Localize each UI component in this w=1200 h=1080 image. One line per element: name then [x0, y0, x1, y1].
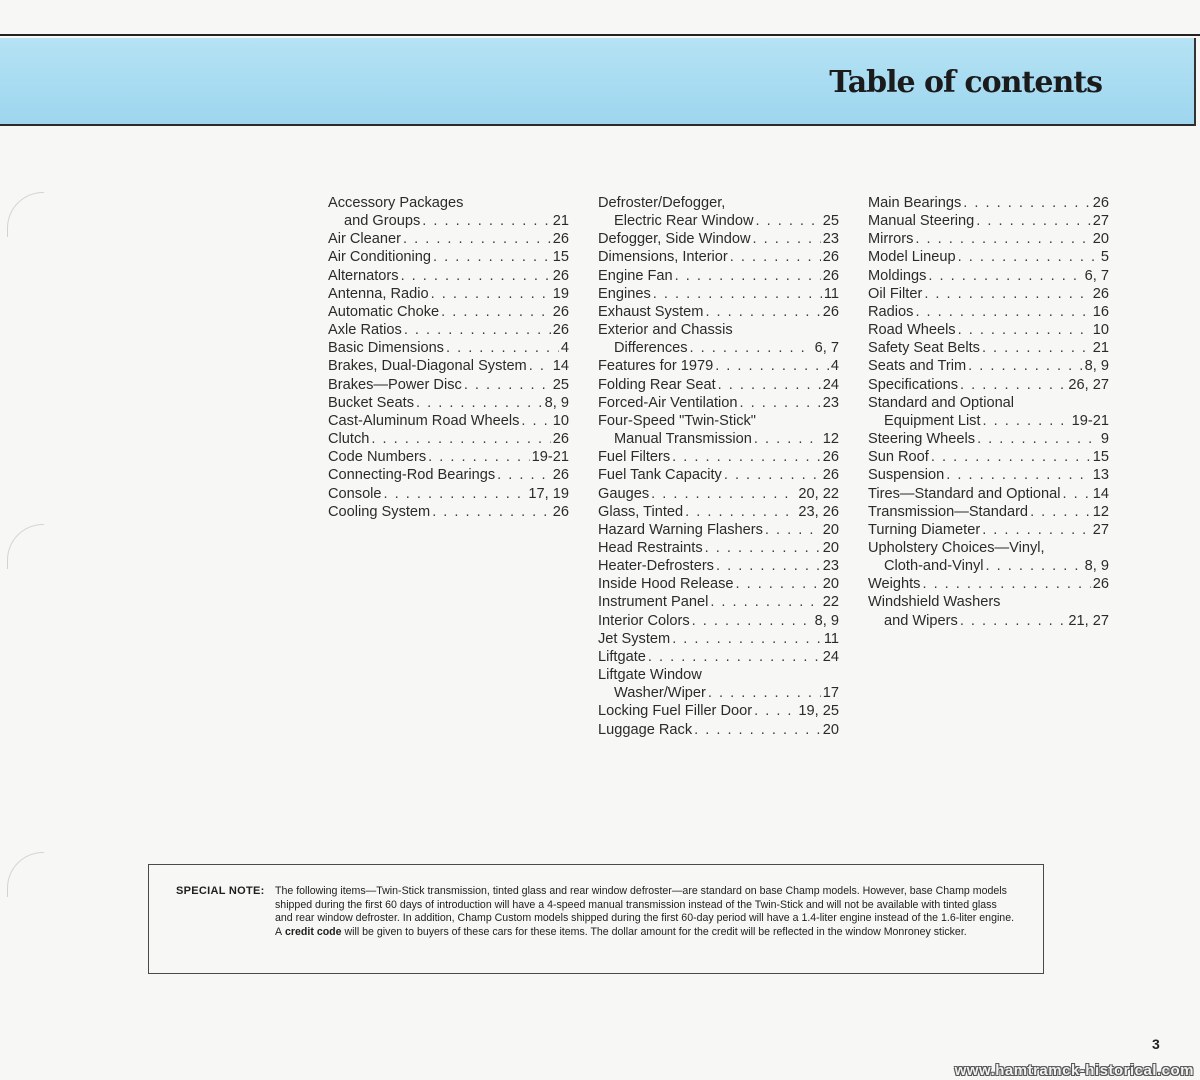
toc-entry-pages: 27: [1092, 213, 1109, 230]
toc-entry-pages: 4: [560, 340, 569, 357]
dot-leader: [915, 303, 1090, 321]
toc-entry-pages: 16: [1092, 303, 1109, 320]
toc-entry-label: Specifications: [868, 376, 959, 393]
toc-entry-pages: 26: [1092, 195, 1109, 211]
dot-leader: [422, 212, 551, 230]
toc-entry-label: Fuel Filters: [598, 449, 671, 466]
toc-entry: [598, 339, 839, 357]
dot-leader: [675, 267, 821, 285]
toc-entry: [328, 285, 569, 303]
toc-entry-label: Safety Seat Belts: [868, 340, 980, 357]
toc-entry-pages: 23, 26: [798, 503, 839, 520]
toc-entry: [598, 648, 839, 666]
toc-column-2: [598, 194, 839, 739]
dot-leader: [428, 448, 530, 466]
toc-entry: [598, 267, 839, 285]
toc-entry-pages: 4: [830, 358, 839, 375]
toc-entry-pages: 26: [552, 303, 569, 320]
toc-entry-pages: 20: [822, 721, 839, 738]
toc-entry: [598, 321, 839, 339]
toc-entry-label: Cloth-and-Vinyl: [884, 558, 984, 575]
toc-entry-pages: 26: [1092, 285, 1109, 302]
dot-leader: [982, 339, 1091, 357]
toc-entry-pages: 10: [552, 412, 569, 429]
toc-entry-label: Console: [328, 485, 382, 502]
toc-entry: [598, 430, 839, 448]
toc-entry-pages: 12: [1092, 503, 1109, 520]
dot-leader: [976, 212, 1090, 230]
dot-leader: [653, 285, 822, 303]
dot-leader: [446, 339, 559, 357]
dot-leader: [694, 721, 821, 739]
dot-leader: [1030, 503, 1091, 521]
toc-entry-pages: 20: [822, 521, 839, 538]
toc-entry-pages: 26: [552, 267, 569, 284]
toc-entry-pages: 20: [1092, 231, 1109, 248]
dot-leader: [432, 503, 551, 521]
dot-leader: [705, 539, 821, 557]
toc-entry-label: Model Lineup: [868, 249, 956, 266]
toc-entry-label: Air Conditioning: [328, 249, 432, 266]
dot-leader: [765, 521, 821, 539]
toc-entry: [868, 539, 1109, 557]
dot-leader: [924, 285, 1090, 303]
dot-leader: [986, 557, 1083, 575]
header-banner: [0, 38, 1194, 126]
toc-entry: [868, 485, 1109, 503]
note-text-after: will be given to buyers of these cars for these items. The dollar amount for the credit will be reflected in the window Monroney sticker.: [344, 925, 967, 938]
toc-entry-pages: 26: [552, 467, 569, 484]
dot-leader: [464, 376, 551, 394]
toc-entry-label: Cooling System: [328, 503, 431, 520]
dot-leader: [401, 267, 551, 285]
toc-entry-pages: 26: [822, 467, 839, 484]
dot-leader: [958, 321, 1091, 339]
dot-leader: [740, 394, 821, 412]
dot-leader: [715, 357, 829, 375]
toc-entry-label: Luggage Rack: [598, 721, 693, 738]
toc-entry-label: Oil Filter: [868, 285, 923, 302]
toc-entry-label: and Wipers: [884, 612, 958, 629]
toc-entry: [868, 575, 1109, 593]
dot-leader: [931, 448, 1091, 466]
toc-entry: [868, 376, 1109, 394]
toc-entry-pages: 8, 9: [814, 612, 839, 629]
page-title: Table of contents: [829, 65, 1102, 100]
toc-entry-pages: 8, 9: [1084, 558, 1109, 575]
binder-hole-icon: [7, 192, 44, 237]
toc-entry-label: Seats and Trim: [868, 358, 967, 375]
dot-leader: [371, 430, 550, 448]
toc-entry: [868, 448, 1109, 466]
toc-entry-label: Cast-Aluminum Road Wheels: [328, 412, 520, 429]
dot-leader: [756, 212, 821, 230]
toc-entry-label: Air Cleaner: [328, 231, 401, 248]
toc-entry-label: Windshield Washers: [868, 594, 1001, 611]
toc-entry-label: Interior Colors: [598, 612, 690, 629]
toc-entry: [328, 212, 569, 230]
toc-entry-pages: 26: [822, 267, 839, 284]
toc-entry-pages: 26: [822, 303, 839, 320]
page-number: 3: [1152, 1036, 1160, 1052]
toc-entry: [598, 248, 839, 266]
toc-entry: [598, 194, 839, 212]
toc-entry-label: Standard and Optional: [868, 394, 1015, 411]
dot-leader: [958, 248, 1099, 266]
toc-entry: [328, 267, 569, 285]
dot-leader: [960, 612, 1067, 630]
dot-leader: [692, 612, 813, 630]
toc-entry-label: Jet System: [598, 630, 671, 647]
toc-entry: [598, 721, 839, 739]
toc-entry: [598, 612, 839, 630]
toc-entry-label: Turning Diameter: [868, 521, 981, 538]
toc-entry: [598, 448, 839, 466]
toc-entry-pages: 24: [822, 648, 839, 665]
dot-leader: [960, 376, 1066, 394]
toc-entry-pages: 8, 9: [544, 394, 569, 411]
dot-leader: [915, 230, 1090, 248]
toc-entry-pages: 15: [552, 249, 569, 266]
toc-entry-label: Fuel Tank Capacity: [598, 467, 722, 484]
toc-entry-label: Road Wheels: [868, 322, 956, 339]
banner-edge-rule: [1194, 38, 1196, 126]
toc-entry: [328, 430, 569, 448]
toc-entry-pages: 26: [552, 503, 569, 520]
dot-leader: [431, 285, 551, 303]
toc-entry-label: Washer/Wiper: [614, 685, 706, 702]
toc-entry: [868, 466, 1109, 484]
toc-entry: [868, 267, 1109, 285]
toc-entry-label: and Groups: [344, 213, 421, 230]
dot-leader: [730, 248, 821, 266]
binder-hole-icon: [7, 524, 44, 569]
toc-entry: [598, 702, 839, 720]
toc-entry-label: Weights: [868, 576, 921, 593]
toc-entry: [598, 684, 839, 702]
toc-entry: [328, 230, 569, 248]
toc-entry: [598, 503, 839, 521]
dot-leader: [928, 267, 1082, 285]
toc-entry-label: Transmission—Standard: [868, 503, 1029, 520]
toc-entry-pages: 11: [823, 630, 839, 647]
toc-entry: [328, 339, 569, 357]
toc-entry: [598, 357, 839, 375]
toc-entry-label: Steering Wheels: [868, 431, 976, 448]
note-credit-code: credit code: [285, 925, 342, 938]
toc-entry-label: Differences: [614, 340, 688, 357]
toc-entry-label: Locking Fuel Filler Door: [598, 703, 753, 720]
toc-entry-pages: 21, 27: [1068, 612, 1109, 629]
dot-leader: [716, 557, 821, 575]
toc-entry: [328, 376, 569, 394]
toc-entry-pages: 26, 27: [1068, 376, 1109, 393]
toc-entry: [328, 357, 569, 375]
binder-hole-icon: [7, 852, 44, 897]
toc-entry-pages: 19: [552, 285, 569, 302]
toc-entry-pages: 26: [552, 431, 569, 448]
toc-entry-label: Clutch: [328, 431, 370, 448]
toc-entry-label: Instrument Panel: [598, 594, 709, 611]
toc-entry: [598, 230, 839, 248]
toc-entry-label: Upholstery Choices—Vinyl,: [868, 539, 1045, 556]
watermark-link[interactable]: www.hamtramck-historical.com: [954, 1062, 1194, 1079]
toc-entry-pages: 26: [1092, 576, 1109, 593]
toc-entry-label: Radios: [868, 303, 914, 320]
dot-leader: [648, 648, 821, 666]
dot-leader: [983, 412, 1070, 430]
toc-entry-label: Brakes, Dual-Diagonal System: [328, 358, 527, 375]
dot-leader: [651, 485, 796, 503]
toc-entry: [328, 321, 569, 339]
toc-entry: [328, 303, 569, 321]
toc-entry-label: Moldings: [868, 267, 927, 284]
note-text-before: The following items—Twin-Stick transmission, tinted glass and rear window defroster—are standard on base Champ models. However, base Champ models shipped during the first 60 days of introduction will have a 4-speed manual transmission instead of the Twin-Stick and will not be available with tinted glass and rear window defroster. In addition, Champ Custom models shipped during the first 60-day period will have a 1.4-liter engine instead of the 1.6-liter engine. A: [275, 885, 1015, 938]
toc-entry: [328, 503, 569, 521]
toc-entry: [868, 248, 1109, 266]
toc-entry: [868, 412, 1109, 430]
dot-leader: [708, 684, 821, 702]
dot-leader: [521, 412, 550, 430]
dot-leader: [672, 630, 822, 648]
toc-entry-label: Engine Fan: [598, 267, 673, 284]
toc-entry: [598, 212, 839, 230]
toc-entry-pages: 13: [1092, 467, 1109, 484]
toc-entry-pages: 26: [822, 249, 839, 266]
toc-entry-pages: 25: [552, 376, 569, 393]
dot-leader: [968, 357, 1083, 375]
toc-entry-pages: 6, 7: [1084, 267, 1109, 284]
toc-entry-label: Features for 1979: [598, 358, 714, 375]
toc-entry: [868, 357, 1109, 375]
toc-entry-label: Forced-Air Ventilation: [598, 394, 738, 411]
toc-entry: [598, 466, 839, 484]
toc-entry-label: Manual Steering: [868, 213, 975, 230]
toc-entry-pages: 19-21: [531, 449, 569, 466]
dot-leader: [735, 575, 820, 593]
toc-entry-pages: 23: [822, 558, 839, 575]
toc-entry: [868, 593, 1109, 611]
toc-entry-label: Engines: [598, 285, 651, 302]
toc-entry-pages: 17, 19: [528, 485, 569, 502]
toc-entry: [598, 412, 839, 430]
toc-entry-label: Accessory Packages: [328, 195, 464, 211]
toc-entry-pages: 11: [823, 285, 839, 302]
toc-entry: [868, 303, 1109, 321]
toc-entry: [868, 503, 1109, 521]
toc-entry: [598, 557, 839, 575]
toc-entry-label: Automatic Choke: [328, 303, 440, 320]
toc-entry-label: Exhaust System: [598, 303, 704, 320]
toc-entry-pages: 5: [1100, 249, 1109, 266]
toc-entry: [868, 339, 1109, 357]
toc-entry-label: Connecting-Rod Bearings: [328, 467, 496, 484]
toc-entry-pages: 21: [1092, 340, 1109, 357]
toc-entry-label: Defogger, Side Window: [598, 231, 751, 248]
toc-entry: [328, 412, 569, 430]
toc-entry-pages: 22: [822, 594, 839, 611]
toc-entry-pages: 25: [822, 213, 839, 230]
dot-leader: [724, 466, 821, 484]
toc-entry-pages: 23: [822, 394, 839, 411]
toc-entry-pages: 10: [1092, 322, 1109, 339]
toc-entry: [598, 485, 839, 503]
dot-leader: [685, 503, 796, 521]
toc-entry: [328, 466, 569, 484]
toc-entry: [598, 630, 839, 648]
toc-entry: [328, 485, 569, 503]
toc-entry-label: Folding Rear Seat: [598, 376, 716, 393]
toc-entry: [598, 521, 839, 539]
dot-leader: [705, 303, 820, 321]
toc-entry-pages: 19-21: [1071, 412, 1109, 429]
toc-entry-label: Hazard Warning Flashers: [598, 521, 763, 538]
dot-leader: [384, 485, 527, 503]
toc-entry: [328, 248, 569, 266]
dot-leader: [718, 376, 821, 394]
special-note-box: [148, 864, 1044, 974]
toc-entry-label: Equipment List: [884, 412, 981, 429]
toc-entry-label: Axle Ratios: [328, 322, 402, 339]
toc-entry-label: Sun Roof: [868, 449, 929, 466]
toc-column-3: [868, 194, 1109, 630]
dot-leader: [441, 303, 551, 321]
toc-entry: [868, 557, 1109, 575]
toc-entry-pages: 15: [1092, 449, 1109, 466]
toc-entry: [868, 321, 1109, 339]
top-rule: [0, 34, 1200, 36]
toc-entry-pages: 12: [822, 431, 839, 448]
dot-leader: [403, 230, 551, 248]
toc-entry-label: Tires—Standard and Optional: [868, 485, 1061, 502]
dot-leader: [982, 521, 1091, 539]
dot-leader: [1063, 485, 1091, 503]
toc-entry: [868, 212, 1109, 230]
toc-entry-pages: 20: [822, 539, 839, 556]
toc-entry-label: Dimensions, Interior: [598, 249, 728, 266]
toc-entry-label: Liftgate Window: [598, 667, 702, 684]
dot-leader: [946, 466, 1090, 484]
toc-entry: [868, 430, 1109, 448]
toc-entry-label: Brakes—Power Disc: [328, 376, 462, 393]
toc-entry-label: Bucket Seats: [328, 394, 414, 411]
toc-entry-label: Manual Transmission: [614, 431, 752, 448]
dot-leader: [497, 466, 551, 484]
toc-entry: [328, 194, 569, 212]
toc-entry-pages: 24: [822, 376, 839, 393]
toc-entry-pages: 27: [1092, 521, 1109, 538]
toc-entry-pages: 14: [552, 358, 569, 375]
toc-entry-label: Defroster/Defogger,: [598, 195, 726, 211]
toc-entry-pages: 19, 25: [798, 703, 839, 720]
toc-entry-pages: 14: [1092, 485, 1109, 502]
toc-entry-pages: 26: [552, 322, 569, 339]
toc-entry: [868, 230, 1109, 248]
toc-entry-label: Alternators: [328, 267, 399, 284]
toc-entry-pages: 20: [822, 576, 839, 593]
dot-leader: [710, 593, 820, 611]
toc-entry-label: Electric Rear Window: [614, 213, 754, 230]
dot-leader: [922, 575, 1090, 593]
toc-entry: [598, 376, 839, 394]
toc-entry-pages: 17: [822, 685, 839, 702]
toc-entry-pages: 21: [552, 213, 569, 230]
toc-entry: [598, 575, 839, 593]
toc-entry-pages: 9: [1100, 431, 1109, 448]
dot-leader: [529, 357, 551, 375]
dot-leader: [754, 702, 796, 720]
toc-entry: [868, 612, 1109, 630]
toc-entry: [598, 303, 839, 321]
toc-entry: [598, 593, 839, 611]
dot-leader: [977, 430, 1099, 448]
toc-entry-pages: 6, 7: [814, 340, 839, 357]
toc-entry-label: Heater-Defrosters: [598, 558, 714, 575]
toc-entry-label: Gauges: [598, 485, 650, 502]
toc-entry-label: Glass, Tinted: [598, 503, 684, 520]
dot-leader: [963, 194, 1090, 212]
toc-column-1: [328, 194, 569, 521]
toc-entry-pages: 20, 22: [798, 485, 839, 502]
toc-entry-label: Antenna, Radio: [328, 285, 429, 302]
special-note-text: [275, 885, 1015, 939]
toc-entry: [598, 285, 839, 303]
toc-entry-pages: 26: [822, 449, 839, 466]
toc-entry-label: Mirrors: [868, 231, 914, 248]
dot-leader: [433, 248, 551, 266]
toc-entry-label: Suspension: [868, 467, 945, 484]
toc-entry: [598, 394, 839, 412]
toc-entry-pages: 23: [822, 231, 839, 248]
special-note-label: SPECIAL NOTE:: [176, 885, 265, 897]
toc-entry: [598, 539, 839, 557]
toc-entry: [868, 194, 1109, 212]
toc-entry: [868, 394, 1109, 412]
toc-entry-label: Code Numbers: [328, 449, 427, 466]
dot-leader: [672, 448, 821, 466]
dot-leader: [416, 394, 543, 412]
dot-leader: [754, 430, 821, 448]
toc-entry-pages: 26: [552, 231, 569, 248]
toc-entry: [598, 666, 839, 684]
toc-entry: [328, 394, 569, 412]
toc-entry-label: Inside Hood Release: [598, 576, 734, 593]
toc-entry-label: Basic Dimensions: [328, 340, 444, 357]
dot-leader: [404, 321, 551, 339]
toc-entry: [868, 521, 1109, 539]
toc-entry-label: Exterior and Chassis: [598, 322, 733, 339]
dot-leader: [690, 339, 813, 357]
toc-entry-label: Four-Speed "Twin-Stick": [598, 412, 756, 429]
toc-entry-label: Liftgate: [598, 648, 646, 665]
dot-leader: [753, 230, 821, 248]
toc-entry: [328, 448, 569, 466]
toc-entry: [868, 285, 1109, 303]
toc-entry-label: Main Bearings: [868, 195, 962, 211]
toc-entry-label: Head Restraints: [598, 539, 703, 556]
toc-entry-pages: 8, 9: [1084, 358, 1109, 375]
